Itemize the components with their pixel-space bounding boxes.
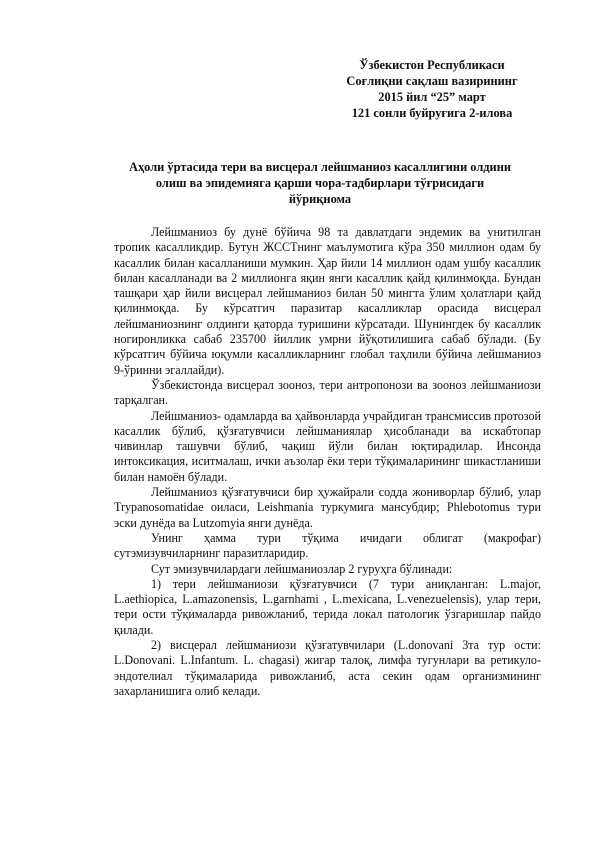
header-line-country: Ўзбекистон Республикаси xyxy=(359,58,505,72)
paragraph: 1) тери лейшманиози қўзғатувчиси (7 тури аниқланган: L.major, L.aethiopica, L.amazonensis, L.garnhami , L.mexicana, L.venezuelensis), улар тери, тери ости тўқималарда ривожланиб, терида локал патологик ўзгаришлар пайдо қилади. xyxy=(114,576,541,637)
document-header xyxy=(312,57,552,121)
paragraph: Унинг ҳамма тури тўқима ичидаги облигат (макрофаг) сутэмизувчиларнинг паразитларидир. xyxy=(114,530,541,561)
document-body xyxy=(114,225,541,699)
paragraph: Лейшманиоз- одамларда ва ҳайвонларда учрайдиган трансмиссив протозой касаллик бўлиб, қўзғатувчиси лейшманиялар ҳисобланади ва искабтопар чивинлар ташувчи бўлиб, чақиш йўли билан юқтирадилар. Инсонда интоксикация, иситмалаш, ички аъзолар ёки тери тўқималарининг шикастланиши билан намоён бўлади. xyxy=(114,408,541,484)
paragraph: Лейшманиоз қўзғатувчиси бир ҳужайрали содда жониворлар бўлиб, улар Trypanosomatidae оиласи, Leishmania туркумига мансубдир; Phlebotomus тури эски дунёда ва Lutzomyia янги дунёда. xyxy=(114,485,541,530)
title-line-1: Аҳоли ўртасида тери ва висцерал лейшманиоз касаллигини олдини xyxy=(129,160,511,174)
paragraph: Ўзбекистонда висцерал зооноз, тери антропонози ва зооноз лейшманиози тарқалган. xyxy=(114,377,541,408)
header-line-order: 121 сонли буйруғига 2-илова xyxy=(351,106,513,120)
title-line-3: йўриқнома xyxy=(288,192,352,206)
paragraph: Лейшманиоз бу дунё бўйича 98 та давлатдаги эндемик ва унитилган тропик касалликдир. Бутун ЖССТнинг маълумотига кўра 350 миллион одам бу касаллик билан касалланиши мумкин. Ҳар йили 14 миллион одам ушбу касаллик билан касалланади ва 2 миллионга яқин янги касаллик қайд қилинмоқда. Бундан ташқари ҳар йили висцерал лейшманиоз билан 50 мингта ўлим ҳолатлари қайд қилинмоқда. Бу кўрсатгич паразитар касалликлар орасида висцерал лейшманиознинг олдинги қаторда туришини кўрсатади. Шунингдек бу касаллик ногиронликка сабаб 235700 йиллик умрни йўқотилишига сабаб бўлади. (Бу кўрсатгич бўйича юқумли касалликларнинг глобал таҳлили бўйича лейшманиоз 9-ўринни эгаллайди). xyxy=(114,225,541,377)
header-line-ministry: Соғлиқни сақлаш вазирининг xyxy=(346,74,518,88)
header-line-date: 2015 йил “25” март xyxy=(378,90,486,104)
paragraph: 2) висцерал лейшманиози қўзғатувчилари (L.donovani 3та тур ости: L.Donovani. L.Infantum. L. chagasi) жигар талоқ, лимфа тугунлари ва ретикуло- эндотелиал тўқималарида ривожланиб, аста секин одам организмининг захарланишига олиб келади. xyxy=(114,638,541,698)
title-line-2: олиш ва эпидемияга қарши чора-тадбирлари тўғрисидаги xyxy=(155,176,485,190)
document-title xyxy=(80,159,560,207)
paragraph: Сут эмизувчилардаги лейшманиозлар 2 гуруҳга бўлинади: xyxy=(151,561,453,576)
